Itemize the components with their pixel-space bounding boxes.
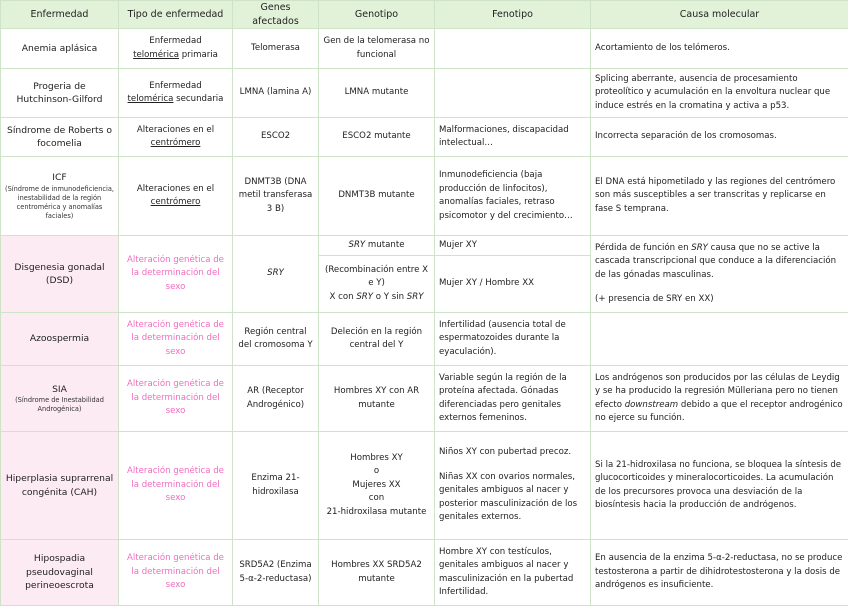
genes-cell: SRY (233, 236, 319, 313)
phenotype-cell: Infertilidad (ausencia total de espermatozoides durante la eyaculación). (435, 313, 591, 366)
header-tipo: Tipo de enfermedad (119, 1, 233, 29)
disease-name: Hipospadia pseudovaginal perineoescrota (1, 540, 119, 606)
genes-cell: AR (Receptor Androgénico) (233, 366, 319, 432)
genes-cell: DNMT3B (DNA metil transferasa 3 B) (233, 157, 319, 236)
header-row (1, 1, 848, 29)
phenotype-cell: Mujer XY (435, 236, 591, 256)
disease-name: Azoospermia (1, 313, 119, 366)
genotype-cell: Deleción en la región central del Y (319, 313, 435, 366)
cause-cell: Los andrógenos son producidos por las células de Leydig y se ha producido la regresión Mülleriana pero no tienen efecto downstream debido a que el receptor androgénico no ejerce su función. (591, 366, 848, 432)
genotype-cell: Hombres XY o Mujeres XX con 21-hidroxilasa mutante (319, 432, 435, 540)
genotype-cell: SRY mutante (319, 236, 435, 256)
table-row (1, 432, 848, 540)
cause-cell (591, 313, 848, 366)
genes-cell: Telomerasa (233, 29, 319, 69)
header-genotipo: Genotipo (319, 1, 435, 29)
genes-cell: ESCO2 (233, 118, 319, 157)
cause-cell: En ausencia de la enzima 5-α-2-reductasa, no se produce testosterona a partir de dihidrotestosterona y la dosis de andrógenos es insuficiente. (591, 540, 848, 606)
disease-name: SIA (Síndrome de Inestabilidad Androgénica) (1, 366, 119, 432)
disease-name: ICF (Síndrome de inmunodeficiencia, inestabilidad de la región centromérica y anomalías faciales) (1, 157, 119, 236)
genotype-cell: (Recombinación entre X e Y) X con SRY o Y sin SRY (319, 256, 435, 313)
disease-name: Progeria de Hutchinson-Gilford (1, 69, 119, 118)
phenotype-cell: Variable según la región de la proteína afectada. Gónadas diferenciadas pero genitales externos femeninos. (435, 366, 591, 432)
genes-cell: LMNA (lamina A) (233, 69, 319, 118)
table-row (1, 118, 848, 157)
disease-type: Alteración genética de la determinación del sexo (119, 236, 233, 313)
genotype-cell: Hombres XX SRD5A2 mutante (319, 540, 435, 606)
header-causa: Causa molecular (591, 1, 848, 29)
cause-cell: Acortamiento de los telómeros. (591, 29, 848, 69)
disease-type: Alteración genética de la determinación del sexo (119, 540, 233, 606)
disease-name: Disgenesia gonadal (DSD) (1, 236, 119, 313)
cause-cell: Pérdida de función en SRY causa que no se active la cascada transcripcional que conduce a la diferenciación de las gónadas masculinas. (+ presencia de SRY en XX) (591, 236, 848, 313)
disease-type: Alteración genética de la determinación del sexo (119, 313, 233, 366)
phenotype-cell: Hombre XY con testículos, genitales ambiguos al nacer y masculinización en la pubertad Infertilidad. (435, 540, 591, 606)
cause-cell: Si la 21-hidroxilasa no funciona, se bloquea la síntesis de glucocorticoides y mineralocorticoides. La acumulación de los precursores provoca una desviación de la biosíntesis hacia la producción de andrógenos. (591, 432, 848, 540)
genes-cell: Región central del cromosoma Y (233, 313, 319, 366)
table-row (1, 69, 848, 118)
genotype-cell: Hombres XY con AR mutante (319, 366, 435, 432)
disease-name: Anemia aplásica (1, 29, 119, 69)
table-row (1, 366, 848, 432)
disease-type: Enfermedad telomérica primaria (119, 29, 233, 69)
table-row (1, 29, 848, 69)
header-genes: Genes afectados (233, 1, 319, 29)
cause-cell: El DNA está hipometilado y las regiones del centrómero son más susceptibles a ser transcritas y replicarse en fase S temprana. (591, 157, 848, 236)
genotype-cell: LMNA mutante (319, 69, 435, 118)
disease-type: Alteración genética de la determinación del sexo (119, 366, 233, 432)
phenotype-cell: Mujer XY / Hombre XX (435, 256, 591, 313)
disease-type: Enfermedad telomérica secundaria (119, 69, 233, 118)
phenotype-cell: Inmunodeficiencia (baja producción de linfocitos), anomalías faciales, retraso psicomotor y del crecimiento… (435, 157, 591, 236)
disease-name: Síndrome de Roberts o focomelia (1, 118, 119, 157)
table-row (1, 540, 848, 606)
genes-cell: Enzima 21-hidroxilasa (233, 432, 319, 540)
cause-cell: Incorrecta separación de los cromosomas. (591, 118, 848, 157)
table-row (1, 157, 848, 236)
genes-cell: SRD5A2 (Enzima 5-α-2-reductasa) (233, 540, 319, 606)
disease-type: Alteraciones en el centrómero (119, 157, 233, 236)
table-row (1, 236, 848, 256)
disease-type: Alteración genética de la determinación del sexo (119, 432, 233, 540)
phenotype-cell: Malformaciones, discapacidad intelectual… (435, 118, 591, 157)
header-enfermedad: Enfermedad (1, 1, 119, 29)
phenotype-cell (435, 69, 591, 118)
table-row (1, 313, 848, 366)
genotype-cell: ESCO2 mutante (319, 118, 435, 157)
header-fenotipo: Fenotipo (435, 1, 591, 29)
phenotype-cell (435, 29, 591, 69)
cause-cell: Splicing aberrante, ausencia de procesamiento proteolítico y acumulación en la envoltura nuclear que induce estrés en la cromatina y activa a p53. (591, 69, 848, 118)
genotype-cell: Gen de la telomerasa no funcional (319, 29, 435, 69)
disease-name: Hiperplasia suprarrenal congénita (CAH) (1, 432, 119, 540)
genotype-cell: DNMT3B mutante (319, 157, 435, 236)
phenotype-cell: Niños XY con pubertad precoz. Niñas XX con ovarios normales, genitales ambiguos al nacer y posterior masculinización de los genitales externos. (435, 432, 591, 540)
disease-type: Alteraciones en el centrómero (119, 118, 233, 157)
